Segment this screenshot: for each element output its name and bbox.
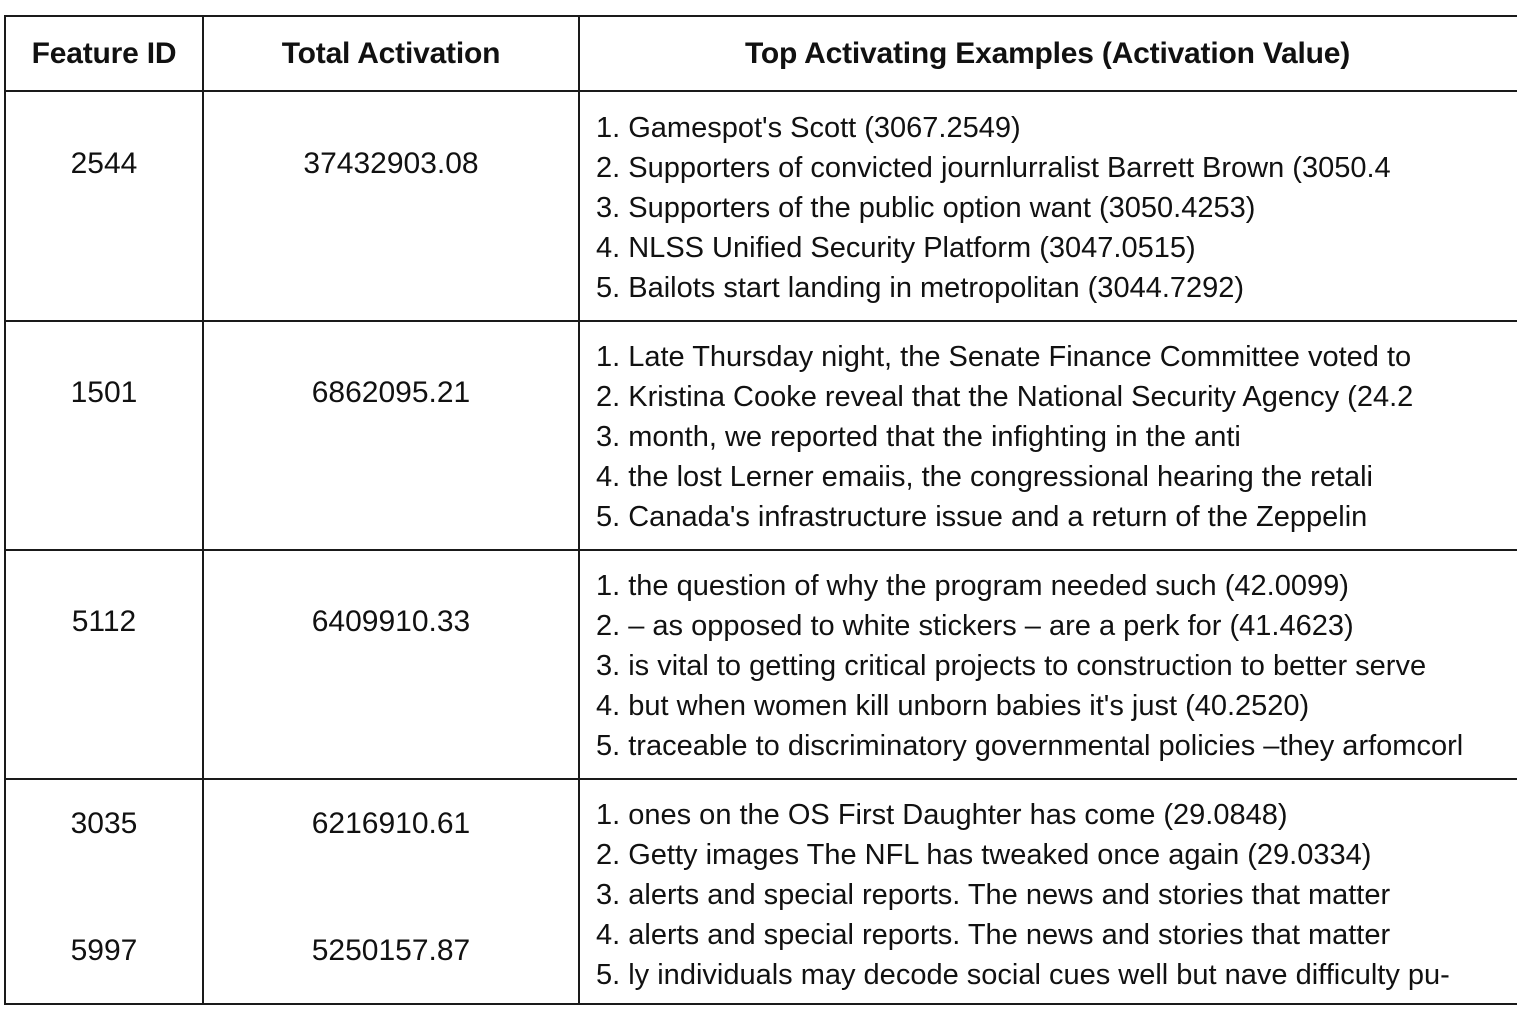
activation-table [4, 15, 1517, 1005]
example-item: 1. ones on the OS First Daughter has come (29.0848) [596, 799, 1288, 831]
examples-list [596, 337, 1514, 537]
example-item: 2. Supporters of convicted journlurralist Barrett Brown (3050.4 [596, 152, 1391, 184]
example-item: 2. Getty images The NFL has tweaked once again (29.0334) [596, 839, 1372, 871]
header-top-examples: Top Activating Examples (Activation Value) [744, 37, 1351, 70]
example-item: 3. alerts and special reports. The news and stories that matter [596, 879, 1391, 911]
total-activation-cell: 5250157.87 [311, 934, 471, 967]
example-item: 2. – as opposed to white stickers – are a perk for (41.4623) [596, 610, 1354, 642]
row-divider [6, 549, 1517, 551]
example-item: 4. the lost Lerner emaiis, the congressional hearing the retali [596, 461, 1373, 493]
header-feature-id: Feature ID [31, 37, 177, 70]
example-item: 5. Canada's infrastructure issue and a return of the Zeppelin [596, 501, 1368, 533]
example-item: 4. NLSS Unified Security Platform (3047.0515) [596, 232, 1196, 264]
feature-id-cell: 3035 [70, 807, 138, 840]
example-item: 3. is vital to getting critical projects to construction to better serve [596, 650, 1427, 682]
example-item: 1. the question of why the program needed such (42.0099) [596, 570, 1349, 602]
feature-id-cell: 1501 [70, 376, 138, 409]
examples-list [596, 795, 1514, 995]
example-item: 2. Kristina Cooke reveal that the National Security Agency (24.2 [596, 381, 1414, 413]
example-item: 1. Gamespot's Scott (3067.2549) [596, 112, 1021, 144]
total-activation-cell: 37432903.08 [303, 147, 479, 180]
example-item: 1. Late Thursday night, the Senate Finance Committee voted to [596, 341, 1412, 373]
feature-id-cell: 2544 [70, 147, 138, 180]
feature-id-cell: 5112 [71, 605, 137, 638]
example-item: 3. month, we reported that the infighting in the anti [596, 421, 1241, 453]
row-divider [6, 320, 1517, 322]
example-item: 5. ly individuals may decode social cues well but nave difficulty pu- [596, 959, 1450, 991]
total-activation-cell: 6409910.33 [311, 605, 471, 638]
header-total-activation: Total Activation [281, 37, 501, 70]
example-item: 3. Supporters of the public option want (3050.4253) [596, 192, 1256, 224]
example-item: 4. alerts and special reports. The news and stories that matter [596, 919, 1391, 951]
example-item: 5. Bailots start landing in metropolitan (3044.7292) [596, 272, 1245, 304]
total-activation-cell: 6862095.21 [311, 376, 471, 409]
row-divider [6, 778, 1517, 780]
example-item: 4. but when women kill unborn babies it's just (40.2520) [596, 690, 1310, 722]
examples-list [596, 566, 1514, 766]
example-item: 5. traceable to discriminatory governmental policies –they arfomcorl [596, 730, 1464, 762]
examples-list [596, 108, 1514, 308]
feature-id-cell: 5997 [70, 934, 138, 967]
column-divider [578, 17, 580, 1003]
total-activation-cell: 6216910.61 [311, 807, 471, 840]
